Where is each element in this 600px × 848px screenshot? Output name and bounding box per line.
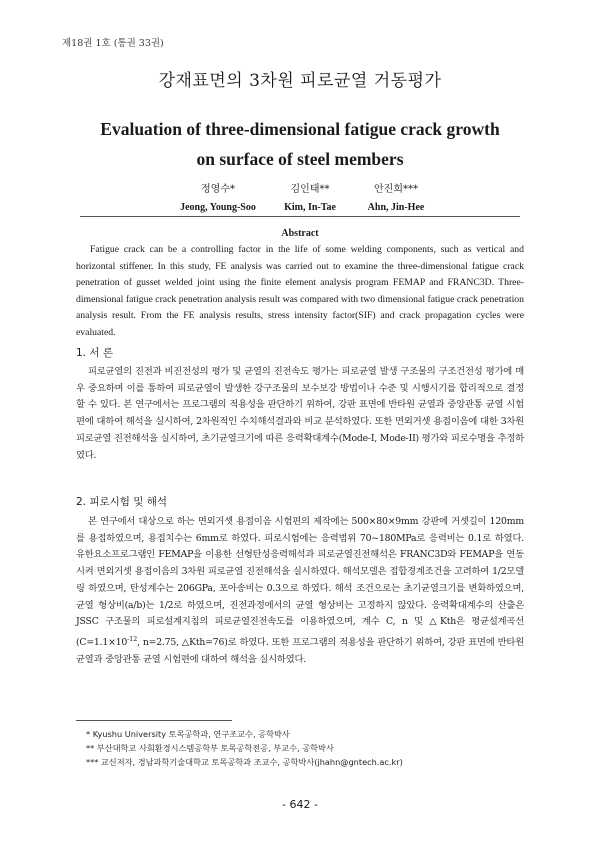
author-1-korean: 정영수* (201, 184, 235, 195)
section-2-body (76, 514, 524, 668)
title-divider (80, 216, 520, 217)
journal-header: 제18권 1호 (통권 33권) (62, 38, 164, 49)
section-2-body-part1: 본 연구에서 대상으로 하는 면외거셋 용접이음 시험편의 제작에는 500×80×9mm 강판에 거셋길이 120mm를 용접하였으며, 용접치수는 6mm로 하였다. 피로시험에는 응력범위 70~180MPa로 응력비는 0.1로 하였다. 유한요소프로그램인 FEMAP을 이용한 선형탄성응력해석과 피로균열진전해석은 FRANC3D와 FEMAP을 연동시켜 면외거셋 용접이음의 3차원 피로균열 진전해석을 실시하였다. 해석모델은 접합경계조건을 고려하여 1/2모델링 하였으며, 탄성계수는 206GPa, 포아송비는 0.3으로 하였다. 해석 조건으로는 초기균열크기를 변화하였으며, 균열 형상비(a/b)는 1/2로 하였으며, 진전과정에서의 균열 형상비는 고정하지 않았다. 응력확대계수의 산출은 JSSC 구조물의 피로설계지침의 피로균열진전속도를 이용하였으며, 계수 C, n 및 △Kth은 평균설계곡선(C=1.1×10 (76, 516, 524, 649)
title-korean: 강재표면의 3차원 피로균열 거동평가 (158, 71, 442, 91)
author-3-korean: 안진희*** (374, 184, 418, 195)
author-2-english: Kim, In-Tae (284, 202, 336, 213)
author-2-korean: 김인태** (290, 184, 330, 195)
footnote-3: *** 교신저자, 경남과학기술대학교 토목공학과 조교수, 공학박사(jhahn@gntech.ac.kr) (86, 757, 403, 767)
title-english-line1: Evaluation of three-dimensional fatigue crack growth (100, 119, 500, 139)
footnote-2: ** 부산대학교 사회환경시스템공학부 토목공학전공, 부교수, 공학박사 (86, 743, 334, 753)
section-2-exponent: -12 (127, 634, 138, 643)
author-3-english: Ahn, Jin-Hee (367, 202, 425, 213)
abstract-body: Fatigue crack can be a controlling factor in the life of some welding components, such as vertical and horizontal stiffener. In this study, FE analysis was carried out to examine the three-dimensional fatigue crack penetration of gusset welded joint using the finite element analysis program FEMAP and FRANC3D. Three-dimensional fatigue crack penetration analysis result was compared with two dimensional fatigue crack penetration analysis result. From the FE analysis results, stress intensity factor(SIF) and crack propagation cycles were evaluated. (76, 244, 524, 338)
author-1-english: Jeong, Young-Soo (180, 202, 256, 213)
title-english-line2: on surface of steel members (196, 149, 404, 169)
section-2-body-part2: , n=2.75, △Kth=76)로 하였다. 또한 프로그램의 적용성을 판단하기 위하여, 강판 표면에 반타원 균열과 중앙관통 균열 시험편에 대하여 해석을 실시하였다. (76, 637, 524, 665)
section-2-heading: 2. 피로시험 및 해석 (76, 496, 168, 508)
title-english (70, 114, 530, 174)
page-number: - 642 - (282, 798, 318, 811)
author-3 (336, 181, 456, 217)
section-1-heading: 1. 서 론 (76, 347, 113, 359)
abstract-heading: Abstract (281, 228, 319, 239)
section-1-body: 피로균열의 진전과 비진전성의 평가 및 균열의 진전속도 평가는 피로균열 발생 구조물의 구조건전성 평가에 매우 중요하며 이를 통하여 피로균열이 발생한 강구조물의 보수보강 방법이나 수준 및 시행시기를 합리적으로 결정할 수 있다. 본 연구에서는 프로그램의 적용성을 판단하기 위하여, 강판 표면에 반타원 균열과 중앙관통 균열 시험편에 대하여 해석을 실시하여, 2차원적인 수치해석결과와 비교 분석하였다. 또한 면외거셋 용접이음에 대한 3차원 피로균열 진전해석을 실시하여, 초기균열크기에 따른 응력확대계수(Mode-I, Mode-II) 평가와 피로수명을 추정하였다. (76, 366, 524, 461)
footnote-divider (76, 720, 232, 721)
footnote-1: * Kyushu University 토목공학과, 연구조교수, 공학박사 (86, 729, 290, 739)
